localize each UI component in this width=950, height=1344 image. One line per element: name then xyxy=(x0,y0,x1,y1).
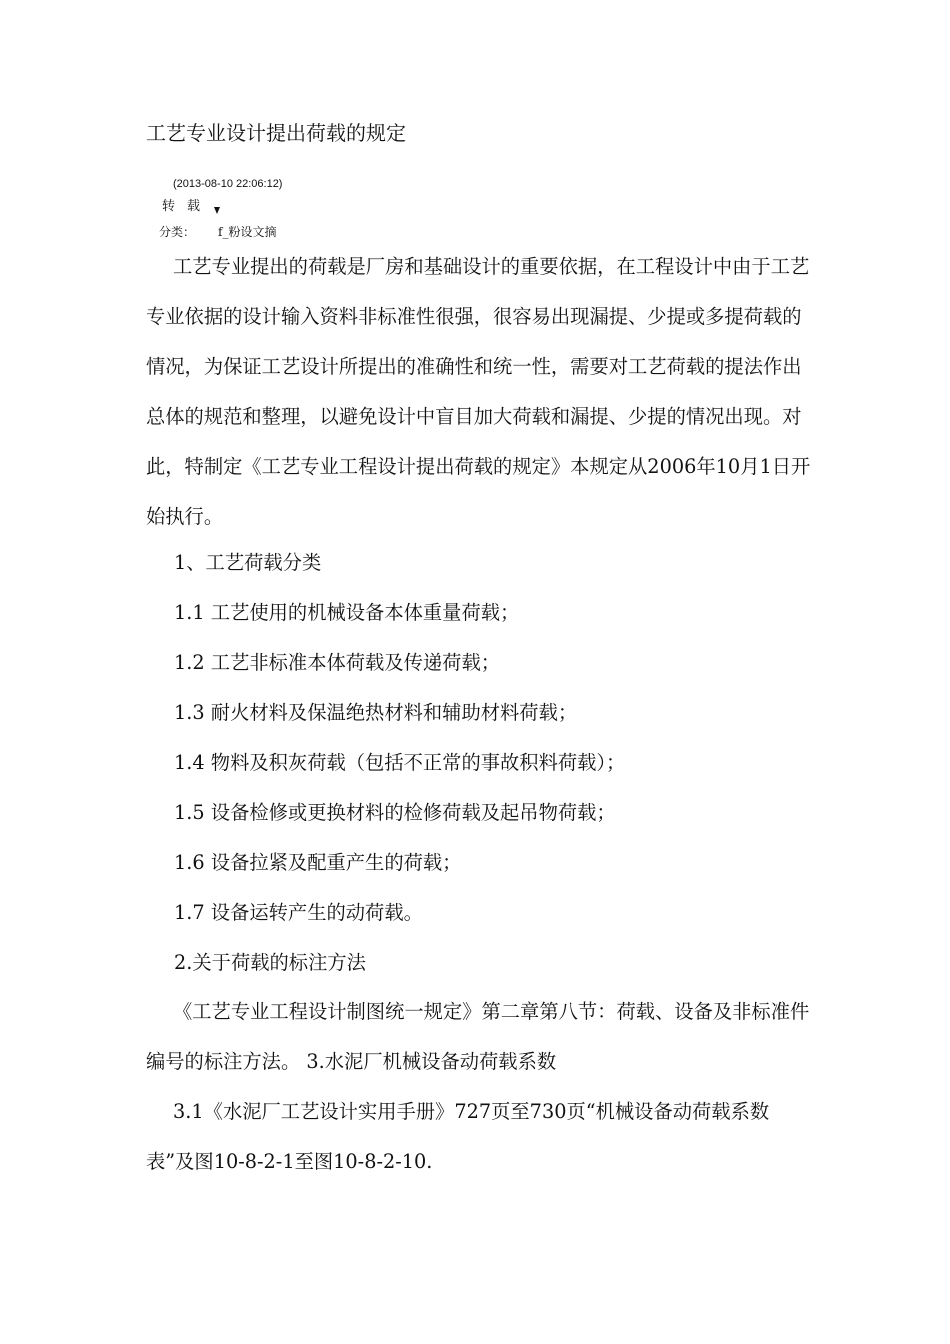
category-label: 分类： xyxy=(159,225,196,239)
list-item: 1.6 设备拉紧及配重产生的荷载； xyxy=(174,851,462,874)
article-date: (2013-08-10 22:06:12) xyxy=(173,178,283,190)
list-item: 1.5 设备检修或更换材料的检修荷载及起吊物荷载； xyxy=(174,801,616,824)
intro-paragraph: 工艺专业提出的荷载是厂房和基础设计的重要依据，在工程设计中由于工艺专业依据的设计输入资料非标准性很强，很容易出现漏提、少提或多提荷载的情况，为保证工艺设计所提出的准确性和统一性，需要对工艺荷载的提法作出总体的规范和整理，以避免设计中盲目加大荷载和漏提、少提的情况出现。对此，特制定《工艺专业工程设计提出荷载的规定》本规定从2006年10月1日开始执行。 xyxy=(146,255,811,528)
section-2-heading: 2.关于荷载的标注方法 xyxy=(174,951,366,974)
section-1-heading: 1、工艺荷载分类 xyxy=(174,551,322,574)
category-link[interactable]: f_粉设文摘 xyxy=(218,225,277,239)
list-item: 1.2 工艺非标准本体荷载及传递荷载； xyxy=(174,651,501,674)
repost-label[interactable]: 转载 xyxy=(162,199,213,214)
section-2-paragraph: 《工艺专业工程设计制图统一规定》第二章第八节：荷载、设备及非标准件编号的标注方法。 3.水泥厂机械设备动荷载系数 xyxy=(146,1000,810,1073)
list-item: 1.4 物料及积灰荷载（包括不正常的事故积料荷载）； xyxy=(174,751,626,774)
list-item: 1.1 工艺使用的机械设备本体重量荷载； xyxy=(174,601,520,624)
article-title: 工艺专业设计提出荷载的规定 xyxy=(146,121,406,145)
list-item: 1.3 耐火材料及保温绝热材料和辅助材料荷载； xyxy=(174,701,578,724)
section-3-paragraph: 3.1《水泥厂工艺设计实用手册》727页至730页“机械设备动荷载系数表”及图10-8-2-1至图10-8-2-10. xyxy=(146,1100,770,1173)
dropdown-arrow-icon[interactable] xyxy=(214,207,220,214)
list-item: 1.7 设备运转产生的动荷载。 xyxy=(174,901,423,924)
